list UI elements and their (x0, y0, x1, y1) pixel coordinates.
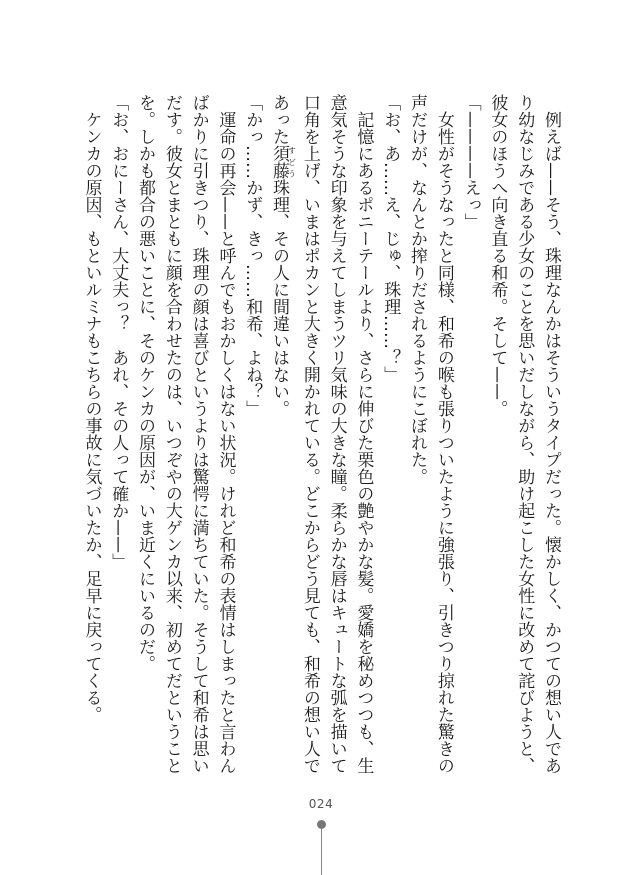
text-line: 運命の再会——と呼んでもおかしくはない状況。けれど和希の表情はしまったと言わん (215, 94, 236, 774)
text-line: 記憶にあるポニーテールより、さらに伸びた栗色の艶やかな髪。愛嬌を秘めつつも、生 (353, 94, 374, 774)
text-line: 「お、あ……え、じゅ、珠理……？」 (380, 94, 401, 383)
page-marker-line (321, 828, 322, 875)
text-line: ケンカの原因、もといルミナもこちらの事故に気づいたか、足早に戻ってくる。 (81, 94, 102, 723)
text-line: だす。彼女とまともに顔を合わせたのは、いつぞやの大ゲンカ以来、初めてだということ (161, 94, 182, 774)
text-line: 例えば——そう、珠理なんかはそういうタイプだった。懐かしく、かつての想い人であ (541, 94, 561, 774)
text-line: 口角を上げ、いまはポカンと大きく開かれている。どこからどう見ても、和希の想い人で (299, 94, 320, 774)
text-line: 「————えっ」 (460, 94, 481, 230)
ruby-name (269, 145, 297, 179)
ruby-reading: すどう (287, 145, 297, 179)
text-line: を。しかも都合の悪いことに、そのケンカの原因が、いま近くにいるのだ。 (135, 94, 156, 672)
text-line-with-ruby (265, 94, 296, 724)
text-line: ばかりに引きつり、珠理の顔は喜びというよりは驚愕に満ちていた。そうして和希は思い (188, 94, 209, 774)
page-number: 024 (308, 797, 334, 811)
text-line: 「お、おにーさん、大丈夫っ？ あれ、その人って確か——」 (108, 94, 129, 570)
text-line: 「かっ……かず、きっ……和希、よね？」 (242, 94, 263, 417)
text-line: 彼女のほうへ向き直る和希。そして——。 (487, 94, 508, 417)
text-segment: あった (269, 94, 290, 145)
text-segment: 珠理、その人に間違いはない。 (269, 179, 290, 417)
text-line: 女性がそうなったと同様、和希の喉も張りついたように強張り、引きつり掠れた驚きの (433, 94, 454, 774)
ruby-base: 須藤 (269, 145, 290, 179)
text-line: り幼なじみである少女のことを思いだしながら、助け起こした女性に改めて詫びようと、 (514, 94, 535, 774)
novel-text-body (81, 94, 564, 774)
text-line: 声だけが、なんとか搾りだされるようにこぼれた。 (407, 94, 428, 485)
text-line: 意気そうな印象を与えてしまうツリ気味の大きな瞳。柔らかな唇はキュートな弧を描いて (326, 94, 347, 774)
